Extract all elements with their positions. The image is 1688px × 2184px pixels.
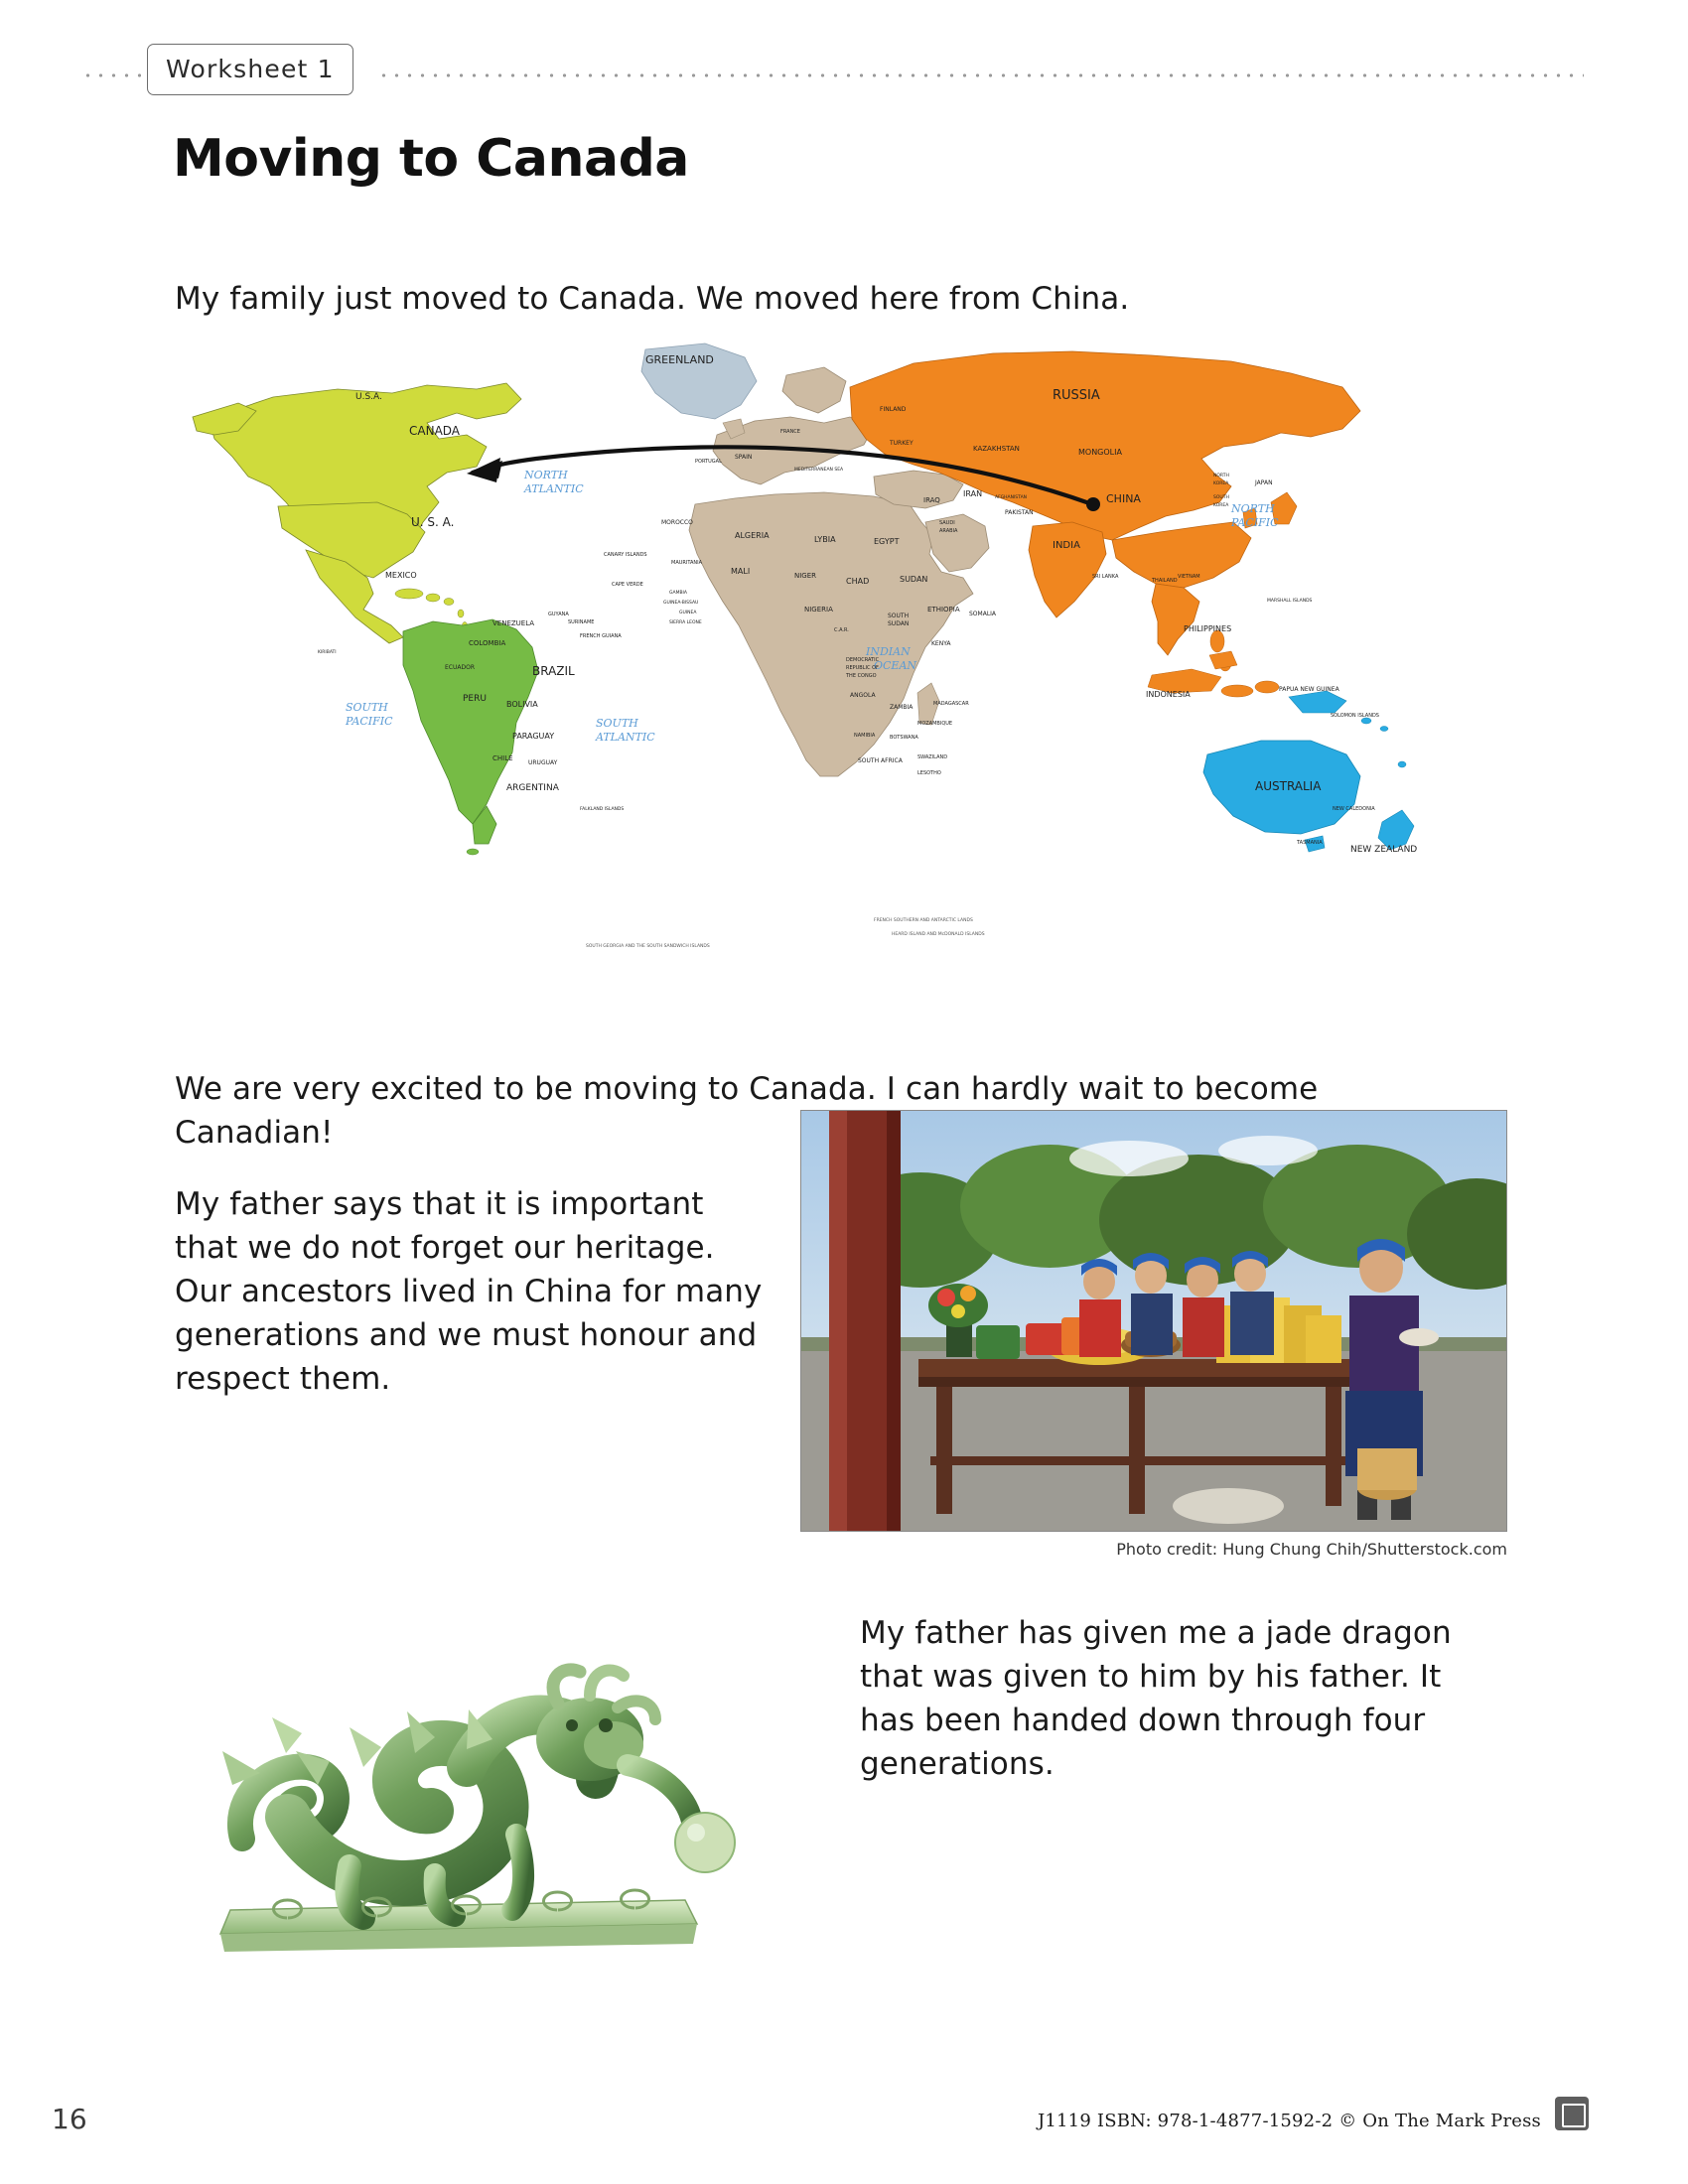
- svg-text:INDIA: INDIA: [1053, 540, 1080, 551]
- svg-text:NORTH: NORTH: [1213, 474, 1229, 478]
- photo-credit: Photo credit: Hung Chung Chih/Shutterstock.com: [1116, 1540, 1507, 1559]
- svg-text:MEDITERRANEAN SEA: MEDITERRANEAN SEA: [794, 468, 844, 473]
- svg-text:MALI: MALI: [731, 567, 751, 576]
- svg-text:GUINEA-BISSAU: GUINEA-BISSAU: [663, 601, 699, 606]
- svg-text:TASMANIA: TASMANIA: [1297, 840, 1323, 846]
- svg-text:GAMBIA: GAMBIA: [669, 591, 687, 596]
- svg-text:URUGUAY: URUGUAY: [528, 759, 558, 766]
- svg-text:OCEAN: OCEAN: [874, 659, 917, 672]
- svg-text:SUDAN: SUDAN: [900, 575, 928, 584]
- svg-text:FALKLAND ISLANDS: FALKLAND ISLANDS: [580, 807, 625, 812]
- svg-text:DEMOCRATIC: DEMOCRATIC: [846, 657, 880, 663]
- svg-text:INDIAN: INDIAN: [866, 645, 911, 658]
- svg-text:CHILE: CHILE: [492, 754, 513, 762]
- svg-text:MONGOLIA: MONGOLIA: [1078, 448, 1122, 457]
- svg-text:KAZAKHSTAN: KAZAKHSTAN: [973, 445, 1020, 453]
- svg-text:FRANCE: FRANCE: [780, 429, 800, 435]
- svg-text:KIRIBATI: KIRIBATI: [318, 650, 337, 655]
- svg-text:MAURITANIA: MAURITANIA: [671, 560, 703, 566]
- svg-text:ATLANTIC: ATLANTIC: [524, 482, 584, 495]
- svg-text:SPAIN: SPAIN: [735, 454, 753, 461]
- svg-text:U.S.A.: U.S.A.: [355, 392, 382, 402]
- svg-text:GUINEA: GUINEA: [679, 611, 697, 615]
- svg-text:SOLOMON ISLANDS: SOLOMON ISLANDS: [1331, 713, 1379, 719]
- svg-text:THE CONGO: THE CONGO: [846, 673, 877, 679]
- jade-dragon-svg: [169, 1569, 804, 1966]
- header-dots-left: [81, 73, 141, 77]
- svg-text:VIETNAM: VIETNAM: [1178, 574, 1200, 580]
- svg-text:C.A.R.: C.A.R.: [834, 627, 849, 633]
- svg-text:MADAGASCAR: MADAGASCAR: [933, 701, 969, 707]
- svg-text:SOUTH: SOUTH: [1213, 495, 1229, 500]
- svg-text:BOTSWANA: BOTSWANA: [890, 735, 918, 741]
- svg-text:LYBIA: LYBIA: [814, 535, 836, 544]
- svg-text:SAUDI: SAUDI: [939, 520, 955, 526]
- svg-text:CANADA: CANADA: [409, 424, 461, 438]
- svg-text:BOLIVIA: BOLIVIA: [506, 700, 538, 709]
- svg-text:MOZAMBIQUE: MOZAMBIQUE: [917, 721, 953, 727]
- svg-text:CANARY ISLANDS: CANARY ISLANDS: [604, 552, 647, 558]
- svg-text:NIGER: NIGER: [794, 572, 817, 580]
- svg-text:MOROCCO: MOROCCO: [661, 519, 693, 526]
- paragraph-heritage: My father says that it is important that we do not forget our heritage. Our ancestors lived in China for many generations and we must honour and respect them.: [175, 1186, 763, 1398]
- svg-text:KENYA: KENYA: [931, 640, 951, 647]
- svg-text:NEW CALEDONIA: NEW CALEDONIA: [1333, 806, 1375, 812]
- svg-text:SRI LANKA: SRI LANKA: [1092, 574, 1119, 580]
- svg-text:CHINA: CHINA: [1106, 492, 1141, 505]
- svg-text:SUDAN: SUDAN: [888, 620, 910, 627]
- svg-text:REPUBLIC OF: REPUBLIC OF: [846, 665, 879, 671]
- svg-text:KOREA: KOREA: [1213, 503, 1229, 508]
- svg-text:GUYANA: GUYANA: [548, 612, 569, 617]
- svg-text:COLOMBIA: COLOMBIA: [469, 639, 506, 647]
- svg-text:SWAZILAND: SWAZILAND: [917, 754, 948, 760]
- svg-text:PAPUA NEW GUINEA: PAPUA NEW GUINEA: [1279, 686, 1339, 693]
- ceremony-photo: [800, 1110, 1507, 1532]
- svg-text:LESOTHO: LESOTHO: [917, 770, 941, 776]
- svg-text:FINLAND: FINLAND: [880, 406, 907, 413]
- svg-text:NIGERIA: NIGERIA: [804, 606, 833, 614]
- svg-text:SURINAME: SURINAME: [568, 619, 595, 625]
- svg-text:ALGERIA: ALGERIA: [735, 531, 770, 540]
- page-title: Moving to Canada: [173, 129, 689, 189]
- svg-text:SOUTH: SOUTH: [596, 717, 638, 730]
- svg-text:PACIFIC: PACIFIC: [346, 715, 393, 728]
- svg-text:PACIFIC: PACIFIC: [1231, 516, 1279, 529]
- svg-text:VENEZUELA: VENEZUELA: [492, 619, 535, 627]
- world-map-svg: [179, 328, 1549, 963]
- svg-text:CAPE VERDE: CAPE VERDE: [612, 582, 643, 588]
- svg-text:SOUTH AFRICA: SOUTH AFRICA: [858, 757, 903, 764]
- worksheet-tag: Worksheet 1: [147, 44, 353, 95]
- svg-text:THAILAND: THAILAND: [1152, 578, 1178, 584]
- svg-text:ANGOLA: ANGOLA: [850, 692, 876, 699]
- svg-text:IRAN: IRAN: [963, 489, 983, 498]
- svg-text:AFGHANISTAN: AFGHANISTAN: [995, 495, 1028, 500]
- svg-text:PAKISTAN: PAKISTAN: [1005, 509, 1034, 516]
- svg-text:PORTUGAL: PORTUGAL: [695, 459, 722, 465]
- svg-text:ECUADOR: ECUADOR: [445, 664, 475, 671]
- svg-text:MARSHALL ISLANDS: MARSHALL ISLANDS: [1267, 599, 1313, 604]
- svg-text:TURKEY: TURKEY: [890, 440, 914, 447]
- svg-text:SOUTH GEORGIA AND THE SOUTH SA: SOUTH GEORGIA AND THE SOUTH SANDWICH ISLANDS: [586, 944, 710, 949]
- svg-text:NORTH: NORTH: [524, 469, 568, 481]
- svg-text:NAMIBIA: NAMIBIA: [854, 733, 876, 739]
- svg-text:INDONESIA: INDONESIA: [1146, 690, 1191, 699]
- svg-text:HEARD ISLAND AND McDONALD ISLA: HEARD ISLAND AND McDONALD ISLANDS: [892, 932, 985, 937]
- paragraph-excited: We are very excited to be moving to Canada. I can hardly wait to become Canadian!: [175, 1071, 1319, 1152]
- svg-text:PERU: PERU: [463, 694, 487, 704]
- svg-text:PHILIPPINES: PHILIPPINES: [1184, 624, 1232, 633]
- svg-text:SIERRA LEONE: SIERRA LEONE: [669, 620, 702, 625]
- paragraph-intro: My family just moved to Canada. We moved here from China.: [175, 281, 1130, 317]
- svg-text:FRENCH GUIANA: FRENCH GUIANA: [580, 633, 622, 639]
- svg-text:BRAZIL: BRAZIL: [532, 664, 575, 678]
- paragraph-jade: My father has given me a jade dragon that was given to him by his father. It has been handed down through four generations.: [860, 1615, 1452, 1783]
- svg-text:MEXICO: MEXICO: [385, 571, 417, 580]
- svg-text:SOUTH: SOUTH: [888, 613, 910, 619]
- svg-text:RUSSIA: RUSSIA: [1053, 388, 1100, 403]
- svg-text:CHAD: CHAD: [846, 577, 870, 586]
- svg-text:ETHIOPIA: ETHIOPIA: [927, 606, 960, 614]
- svg-text:GREENLAND: GREENLAND: [645, 353, 714, 366]
- publisher-logo-icon: [1555, 2097, 1589, 2130]
- svg-text:ATLANTIC: ATLANTIC: [596, 731, 655, 744]
- world-map-figure: [179, 328, 1549, 963]
- svg-text:ARABIA: ARABIA: [939, 528, 958, 534]
- svg-text:KOREA: KOREA: [1213, 481, 1229, 486]
- svg-text:SOMALIA: SOMALIA: [969, 611, 997, 617]
- footer-imprint: J1119 ISBN: 978-1-4877-1592-2 © On The Mark Press: [1037, 2111, 1541, 2131]
- page-number: 16: [52, 2103, 87, 2135]
- header-dots-right: [377, 73, 1584, 77]
- svg-text:NORTH: NORTH: [1231, 502, 1275, 515]
- svg-text:ZAMBIA: ZAMBIA: [890, 704, 914, 711]
- jade-dragon-photo: [169, 1569, 804, 1966]
- svg-text:SOUTH: SOUTH: [346, 701, 388, 714]
- svg-text:ARGENTINA: ARGENTINA: [506, 783, 559, 793]
- svg-text:U. S. A.: U. S. A.: [411, 515, 455, 529]
- ceremony-photo-svg: [801, 1111, 1507, 1532]
- svg-text:JAPAN: JAPAN: [1255, 479, 1273, 486]
- svg-text:PARAGUAY: PARAGUAY: [512, 732, 555, 741]
- svg-text:EGYPT: EGYPT: [874, 537, 900, 546]
- svg-text:AUSTRALIA: AUSTRALIA: [1255, 779, 1322, 793]
- svg-text:IRAQ: IRAQ: [923, 496, 940, 504]
- svg-text:FRENCH SOUTHERN AND ANTARCTIC: FRENCH SOUTHERN AND ANTARCTIC LANDS: [874, 918, 973, 923]
- svg-text:NEW ZEALAND: NEW ZEALAND: [1350, 845, 1418, 855]
